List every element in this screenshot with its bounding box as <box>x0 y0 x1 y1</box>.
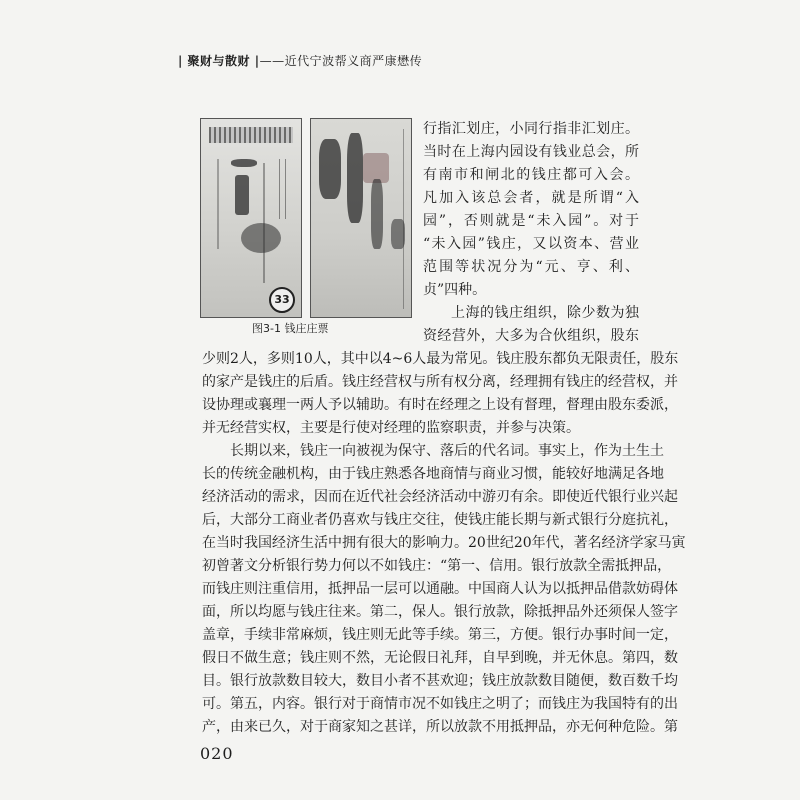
banknote-photo-left <box>200 118 302 318</box>
number-badge: 33 <box>269 287 295 313</box>
text-line: 而钱庄则注重信用，抵押品一层可以通融。中国商人认为以抵押品借款妨碍体 <box>202 581 678 597</box>
text-line: 园”，否则就是“未入园”。对于 <box>423 213 639 229</box>
banknote-mark <box>217 159 219 249</box>
banknote-mark <box>231 159 257 167</box>
handwritten-mark <box>241 223 281 253</box>
text-line: 产，由来已久，对于商家知之甚详，所以放款不用抵押品，亦无何种危险。第 <box>202 719 678 735</box>
book-subtitle: ——近代宁波帮义商严康懋传 <box>259 54 423 68</box>
text-line: 行指汇划庄，小同行指非汇划庄。 <box>423 121 639 137</box>
text-line: 目。银行放款数目较大，数目小者不甚欢迎；钱庄放款数目随便，数百数千均 <box>202 673 678 689</box>
handwritten-mark <box>319 139 341 199</box>
text-line: 在当时我国经济生活中拥有很大的影响力。20世纪20年代，著名经济学家马寅 <box>202 535 686 551</box>
text-line: 少则2人，多则10人，其中以4~6人最为常见。钱庄股东都负无限责任，股东 <box>202 351 679 367</box>
handwritten-mark <box>347 133 363 223</box>
text-line: 假日不做生意；钱庄则不然，无论假日礼拜，自早到晚，并无休息。第四，数 <box>202 650 678 666</box>
text-line: 面，所以均愿与钱庄往来。第二，保人。银行放款，除抵押品外还须保人签字 <box>202 604 678 620</box>
banknote-mark <box>403 129 404 309</box>
banknote-photo-right <box>310 118 412 318</box>
page-number: 020 <box>200 744 234 763</box>
text-line: 初曾著文分析银行势力何以不如钱庄：“第一、信用。银行放款全需抵押品， <box>202 558 672 574</box>
text-line: 的家产是钱庄的后盾。钱庄经营权与所有权分离，经理拥有钱庄的经营权，并 <box>202 374 678 390</box>
text-line: 经济活动的需求，因而在近代社会经济活动中游刃有余。即使近代银行业兴起 <box>202 489 678 505</box>
banknote-mark <box>235 175 249 215</box>
text-line: 设协理或襄理一两人予以辅助。有时在经理之上设有督理，督理由股东委派， <box>202 397 678 413</box>
banknote-ornament <box>209 127 293 143</box>
handwritten-mark <box>371 179 383 249</box>
text-line: 资经营外，大多为合伙组织，股东 <box>423 328 639 344</box>
running-header <box>178 52 422 69</box>
banknote-mark <box>285 159 286 219</box>
book-title: | 聚财与散财 | <box>178 54 260 68</box>
paragraph-start: 上海的钱庄组织，除少数为独 <box>451 305 639 321</box>
text-line: 并无经营实权，主要是行使对经理的监察职责，并参与决策。 <box>202 420 580 436</box>
text-line: 长的传统金融机构，由于钱庄熟悉各地商情与商业习惯，能较好地满足各地 <box>202 466 664 482</box>
text-line: 贞”四种。 <box>423 282 487 298</box>
paragraph-start: 长期以来，钱庄一向被视为保守、落后的代名词。事实上，作为土生土 <box>230 443 664 459</box>
text-line: 盖章，手续非常麻烦，钱庄则无此等手续。第三，方便。银行办事时间一定， <box>202 627 678 643</box>
text-line: 可。第五，内容。银行对于商情市况不如钱庄之明了；而钱庄为我国特有的出 <box>202 696 678 712</box>
text-line: 凡加入该总会者，就是所谓“入 <box>423 190 639 206</box>
text-line: 当时在上海内园设有钱业总会，所 <box>423 144 639 160</box>
text-line: 有南市和闸北的钱庄都可入会。 <box>423 167 639 183</box>
figure-caption: 图3-1 钱庄庄票 <box>252 322 329 335</box>
text-line: “未入园”钱庄，又以资本、营业 <box>423 236 639 252</box>
text-line: 范围等状况分为“元、亨、利、 <box>423 259 639 275</box>
banknote-mark <box>279 159 280 219</box>
text-line: 后，大部分工商业者仍喜欢与钱庄交往，使钱庄能长期与新式银行分庭抗礼， <box>202 512 678 528</box>
